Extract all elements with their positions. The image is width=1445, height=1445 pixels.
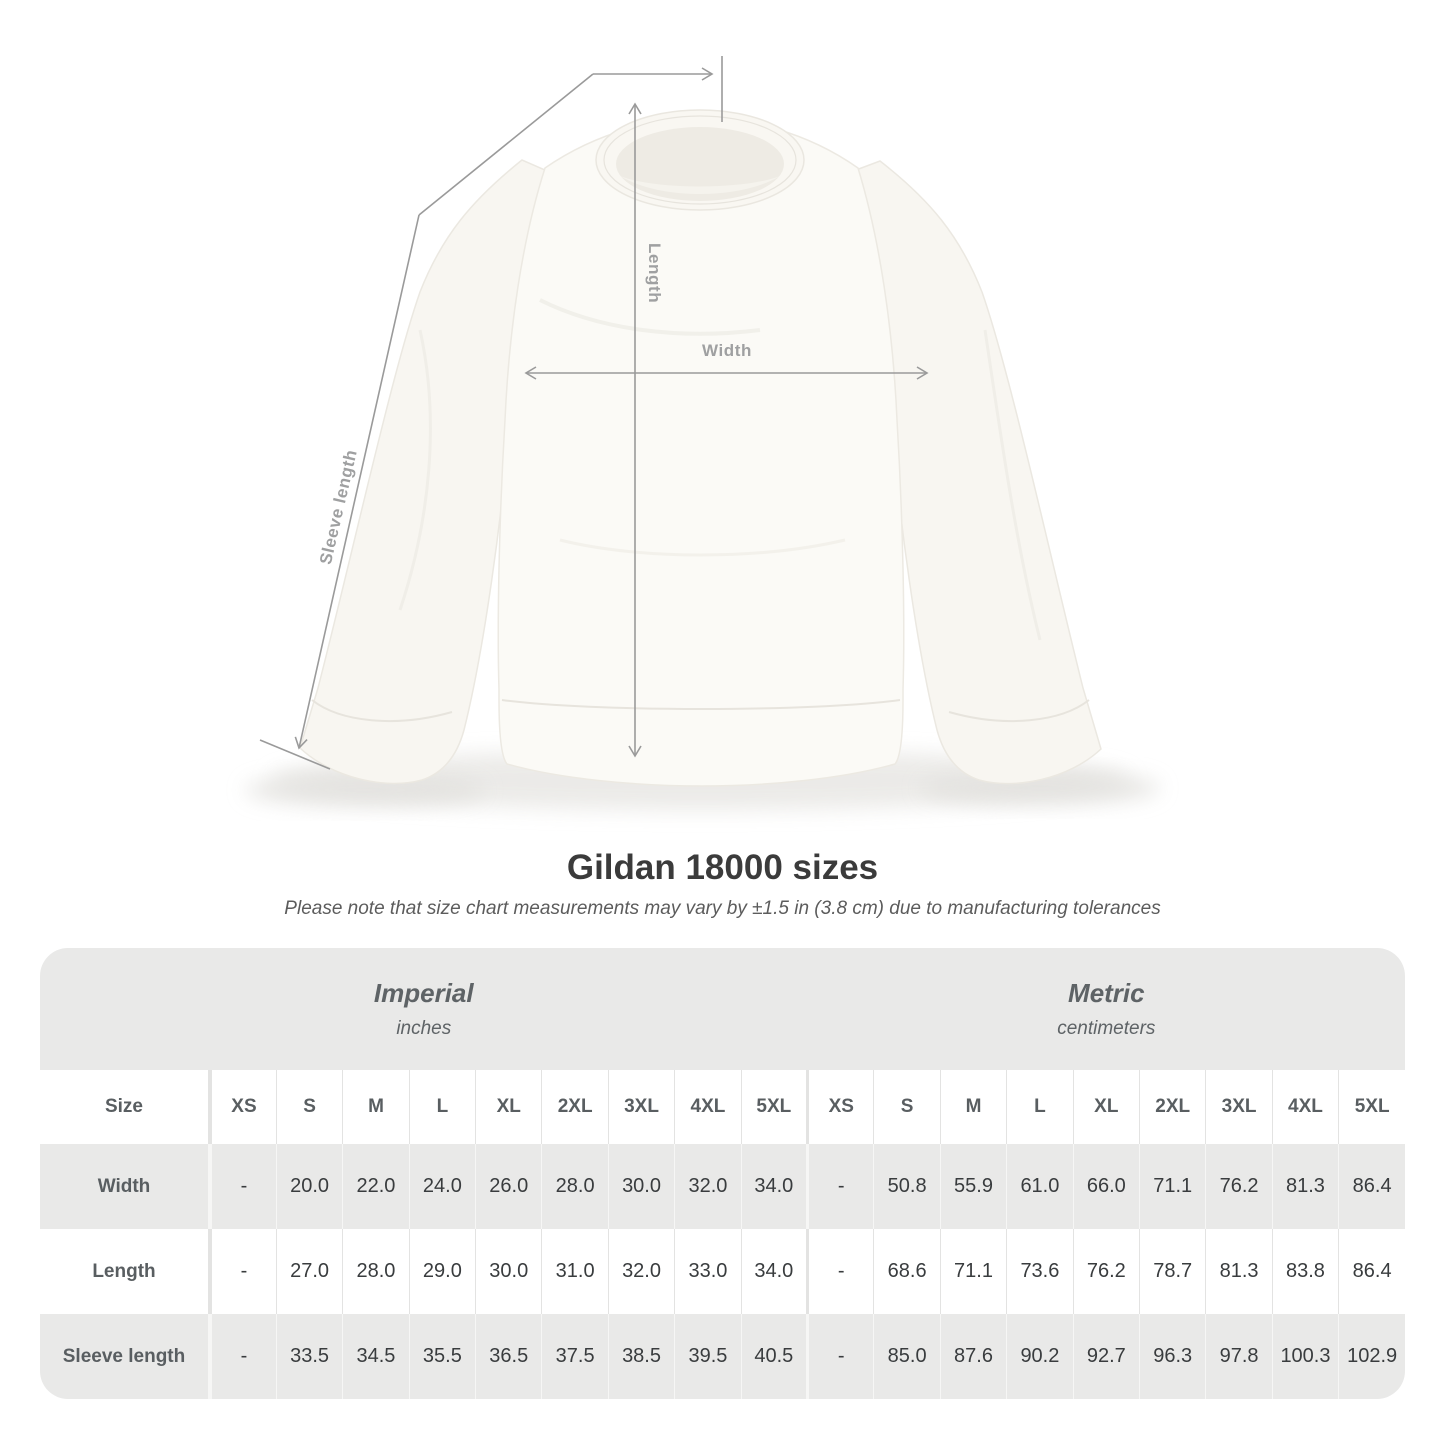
size-header: XS <box>210 1070 276 1144</box>
size-header: 5XL <box>741 1070 807 1144</box>
size-header: L <box>1007 1070 1073 1144</box>
table-cell: - <box>210 1314 276 1399</box>
page-title: Gildan 18000 sizes <box>566 848 879 887</box>
table-cell: 90.2 <box>1007 1314 1073 1399</box>
table-cell: 24.0 <box>409 1144 475 1229</box>
table-cell: 40.5 <box>741 1314 807 1399</box>
row-label-width: Width <box>40 1144 210 1229</box>
table-cell: 38.5 <box>608 1314 674 1399</box>
length-dimension-label: Length <box>645 243 664 304</box>
table-cell: 32.0 <box>608 1229 674 1314</box>
table-cell: 34.0 <box>741 1144 807 1229</box>
size-header: XL <box>476 1070 542 1144</box>
table-cell: 39.5 <box>675 1314 741 1399</box>
table-cell: 86.4 <box>1339 1229 1405 1314</box>
size-header: S <box>874 1070 940 1144</box>
table-cell: 28.0 <box>542 1144 608 1229</box>
table-row-length <box>40 1229 1405 1314</box>
table-cell: 29.0 <box>409 1229 475 1314</box>
table-cell: 28.0 <box>343 1229 409 1314</box>
title-block <box>0 840 1445 922</box>
table-cell: 83.8 <box>1272 1229 1338 1314</box>
size-header: L <box>409 1070 475 1144</box>
table-cell: - <box>210 1229 276 1314</box>
row-label-sleeve-length: Sleeve length <box>40 1314 210 1399</box>
tolerance-note: Please note that size chart measurements may vary by ±1.5 in (3.8 cm) due to manufacturing tolerances <box>284 898 1161 919</box>
table-cell: 76.2 <box>1206 1144 1272 1229</box>
table-cell: 61.0 <box>1007 1144 1073 1229</box>
imperial-label: Imperial <box>373 978 474 1008</box>
imperial-header <box>40 948 808 1070</box>
table-cell: 35.5 <box>409 1314 475 1399</box>
metric-header <box>808 948 1405 1070</box>
table-cell: 22.0 <box>343 1144 409 1229</box>
table-cell: - <box>808 1144 874 1229</box>
table-cell: 20.0 <box>276 1144 342 1229</box>
table-row-width <box>40 1144 1405 1229</box>
table-cell: 32.0 <box>675 1144 741 1229</box>
table-row-sleeve-length <box>40 1314 1405 1399</box>
table-cell: 34.0 <box>741 1229 807 1314</box>
unit-group-header-row <box>40 948 1405 1070</box>
sleeve-length-dimension-label: Sleeve length <box>316 447 361 567</box>
table-cell: 100.3 <box>1272 1314 1338 1399</box>
table-cell: 31.0 <box>542 1229 608 1314</box>
table-cell: - <box>210 1144 276 1229</box>
table-cell: 76.2 <box>1073 1229 1139 1314</box>
table-cell: 27.0 <box>276 1229 342 1314</box>
table-cell: 33.0 <box>675 1229 741 1314</box>
table-cell: 71.1 <box>1140 1144 1206 1229</box>
table-cell: 71.1 <box>940 1229 1006 1314</box>
table-cell: 92.7 <box>1073 1314 1139 1399</box>
size-header: S <box>276 1070 342 1144</box>
sweatshirt-body <box>498 118 904 786</box>
table-cell: 30.0 <box>608 1144 674 1229</box>
size-header: 5XL <box>1339 1070 1405 1144</box>
size-header: 3XL <box>608 1070 674 1144</box>
size-header: 3XL <box>1206 1070 1272 1144</box>
size-header: M <box>940 1070 1006 1144</box>
table-cell: 30.0 <box>476 1229 542 1314</box>
table-cell: 55.9 <box>940 1144 1006 1229</box>
size-header-row <box>40 1070 1405 1144</box>
table-cell: 33.5 <box>276 1314 342 1399</box>
table-cell: 87.6 <box>940 1314 1006 1399</box>
row-label-length: Length <box>40 1229 210 1314</box>
table-cell: 68.6 <box>874 1229 940 1314</box>
imperial-unit-label: inches <box>396 1018 452 1039</box>
size-table <box>40 948 1405 1399</box>
table-cell: 85.0 <box>874 1314 940 1399</box>
table-cell: 86.4 <box>1339 1144 1405 1229</box>
metric-label: Metric <box>1068 978 1145 1008</box>
table-cell: 81.3 <box>1206 1229 1272 1314</box>
size-header: M <box>343 1070 409 1144</box>
sweatshirt-collar <box>596 110 804 210</box>
size-header: XS <box>808 1070 874 1144</box>
table-cell: 26.0 <box>476 1144 542 1229</box>
size-column-header: Size <box>40 1070 210 1144</box>
size-header: 2XL <box>1140 1070 1206 1144</box>
table-cell: 78.7 <box>1140 1229 1206 1314</box>
table-cell: - <box>808 1229 874 1314</box>
table-cell: 66.0 <box>1073 1144 1139 1229</box>
size-header: 4XL <box>675 1070 741 1144</box>
table-cell: 37.5 <box>542 1314 608 1399</box>
table-cell: - <box>808 1314 874 1399</box>
table-cell: 50.8 <box>874 1144 940 1229</box>
table-cell: 81.3 <box>1272 1144 1338 1229</box>
table-cell: 36.5 <box>476 1314 542 1399</box>
width-dimension-label: Width <box>701 341 753 360</box>
table-cell: 96.3 <box>1140 1314 1206 1399</box>
metric-unit-label: centimeters <box>1057 1018 1156 1039</box>
table-cell: 97.8 <box>1206 1314 1272 1399</box>
table-cell: 73.6 <box>1007 1229 1073 1314</box>
size-header: 2XL <box>542 1070 608 1144</box>
size-header: XL <box>1073 1070 1139 1144</box>
table-cell: 102.9 <box>1339 1314 1405 1399</box>
table-cell: 34.5 <box>343 1314 409 1399</box>
size-header: 4XL <box>1272 1070 1338 1144</box>
